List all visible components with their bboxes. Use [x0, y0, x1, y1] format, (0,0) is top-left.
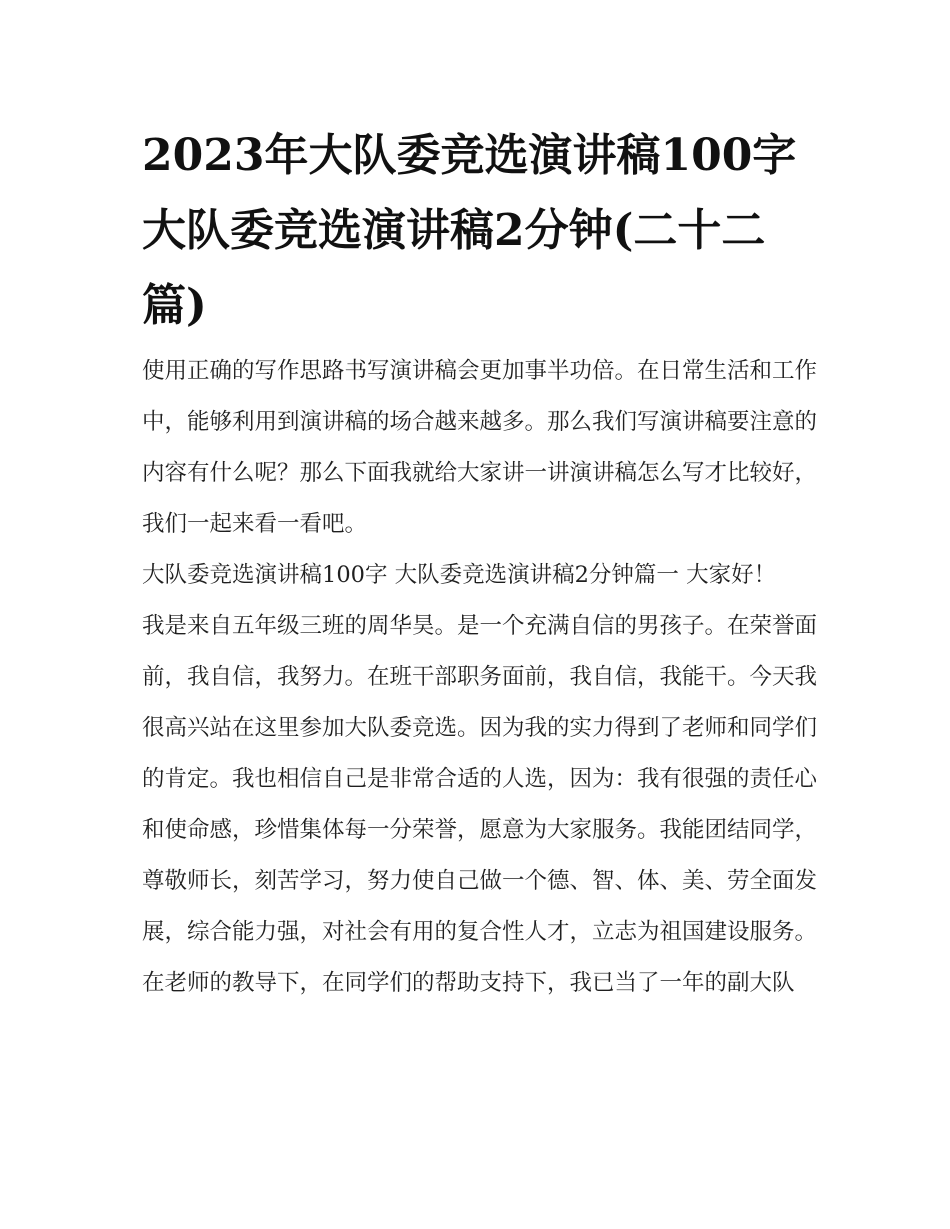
document-title: 2023年大队委竞选演讲稿100字 大队委竞选演讲稿2分钟(二十二篇): [142, 130, 797, 331]
section-heading-paragraph: 大队委竞选演讲稿100字 大队委竞选演讲稿2分钟篇一 大家好！: [142, 562, 777, 588]
document-body: [142, 118, 817, 1009]
intro-paragraph: 使用正确的写作思路书写演讲稿会更加事半功倍。在日常生活和工作中，能够利用到演讲稿的场合越来越多。那么我们写演讲稿要注意的内容有什么呢？那么下面我就给大家讲一讲演讲稿怎么写才比较好，我们一起来看一看吧。: [142, 358, 818, 537]
speech-paragraph: 我是来自五年级三班的周华昊。是一个充满自信的男孩子。在荣誉面前，我自信，我努力。在班干部职务面前，我自信，我能干。今天我很高兴站在这里参加大队委竞选。因为我的实力得到了老师和同学们的肯定。我也相信自己是非常合适的人选，因为：我有很强的责任心和使命感，珍惜集体每一分荣誉，愿意为大家服务。我能团结同学，尊敬师长，刻苦学习，努力使自己做一个德、智、体、美、劳全面发展，综合能力强，对社会有用的复合性人才，立志为祖国建设服务。在老师的教导下，在同学们的帮助支持下，我已当了一年的副大队: [142, 613, 818, 996]
document-text: [142, 346, 817, 1009]
